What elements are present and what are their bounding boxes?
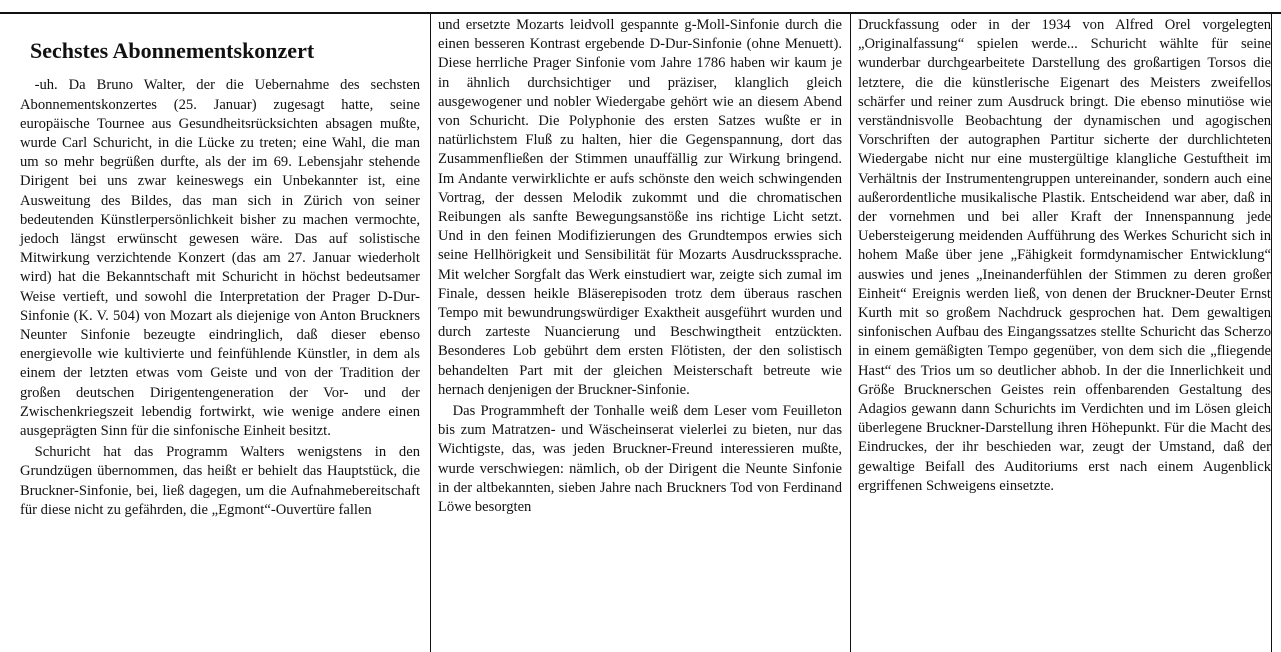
article-paragraph-1: -uh. Da Bruno Walter, der die Uebernahme des sechsten Abonnementskonzertes (25. Januar) zugesagt hatte, seine europäische Tournee aus Gesundheitsrücksichten absagen mußte, wurde Carl Schuricht, in die Lücke zu treten; eine Wahl, die man um so mehr begrüßen durfte, als der im 69. Lebensjahr stehende Dirigent bei uns zwar keineswegs ein Unbekannter ist, eine Ausweitung des Bildes, das man sich in Zürich von seiner bedeutenden Künstlerpersönlichkeit bisher zu machen vermochte, jedoch längst erwünscht gewesen wäre. Das auf solistische Mitwirkung verzichtende Konzert (das am 27. Januar wiederholt wird) hat die Bekanntschaft mit Schuricht in höchst bedeutsamer Weise vertieft, und sowohl die Interpretation der Prager D-Dur-Sinfonie (K. V. 504) von Mozart als diejenige von Anton Bruckners Neunter Sinfonie bezeugte eindringlich, daß dieser ebenso energievolle wie kultivierte und feinfühlende Künstler, in dem als einem der letzten etwas vom Geiste und von der Tradition der großen deutschen Dirigentengeneration der Vor- und der Zwischenkriegszeit lebendig fortwirkt, wie wenige andere einen ausgeprägten Sinn für die sinfonische Einheit besitzt. (20, 77, 420, 440)
article-paragraph-3: und ersetzte Mozarts leidvoll gespannte g-Moll-Sinfonie durch die einen besseren Kontrast ergebende D-Dur-Sinfonie (ohne Menuett). Diese herrliche Prager Sinfonie vom Jahre 1786 haben wir kaum je in ähnlich durchsichtiger und präziser, klanglich gleich ausgewogener und nobler Wiedergabe gehört wie an diesem Abend von Schuricht. Die Polyphonie des ersten Satzes wußte er in natürlichstem Fluß zu halten, hier die Gegenspannung, dort das Zusammenfließen der Stimmen unauffällig zur Wirkung bringend. Im Andante verwirklichte er aufs schönste den weich schwingenden Vortrag, der dessen Melodik zukommt und die chromatischen Reibungen als sanfte Bewegungsanstöße ins richtige Licht setzt. Und in den feinen Modifizierungen des Grundtempos erwies sich seine Hellhörigkeit und Sensibilität für Mozarts Ausdruckssprache. Mit welcher Sorgfalt das Werk einstudiert war, zeigte sich zumal im Finale, dessen heikle Bläserepisoden trotz dem überaus raschen Tempo mit bewundrungswürdiger Exaktheit ausgeführt wurden und durch zarteste Nuancierung und Beschwingtheit entzückten. Besonderes Lob gebührt dem ersten Flötisten, der den solistisch behandelten Part mit der gleichen Meisterschaft betreute wie hernach denjenigen der Bruckner-Sinfonie. (438, 17, 842, 398)
article-paragraph-2: Schuricht hat das Programm Walters wenigstens in den Grundzügen übernommen, das heißt er behielt das Hauptstück, die Bruckner-Sinfonie, bei, ließ dagegen, um die Aufnahmebereitschaft für diese nicht zu gefährden, die „Egmont“-Ouvertüre fallen (20, 444, 420, 518)
column-2 (430, 12, 850, 652)
column-1 (0, 12, 430, 652)
article-paragraph-4: Das Programmheft der Tonhalle weiß dem Leser vom Feuilleton bis zum Matratzen- und Wäscheinserat vielerlei zu bieten, nur das Wichtigste, das, was jeden Bruckner-Freund interessieren mußte, wurde verschwiegen: nämlich, ob der Dirigent die Neunte Sinfonie in der altbekannten, sieben Jahre nach Bruckners Tod von Ferdinand Löwe besorgten (438, 403, 842, 516)
article-headline: Sechstes Abonnementskonzert (30, 38, 315, 63)
article-paragraph-5: Druckfassung oder in der 1934 von Alfred Orel vorgelegten „Originalfassung“ spielen werde... Schuricht wählte für seine wunderbar durchgearbeitete Darstellung des großartigen Torsos die letztere, die die künstlerische Eigenart des Meisters zweifellos schärfer und reiner zum Ausdruck bringt. Die ebenso minutiöse wie verständnisvolle Beobachtung der dynamischen und agogischen Vorschriften der autographen Partitur sicherte der durchlichteten Wiedergabe nicht nur eine mustergültige klangliche Gestuftheit im Verhältnis der Instrumentengruppen untereinander, sondern auch eine außerordentliche musikalische Plastik. Entscheidend war aber, daß in der vornehmen und bei aller Kraft der Innenspannung jede Uebersteigerung meidenden Aufführung des Werkes Schuricht sich in hohem Maße über jene „Fähigkeit formdynamischer Entwicklung“ auswies und jenes „Ineinanderfühlen der Stimmen zu deren großer Einheit“ Ereignis werden ließ, von denen der Bruckner-Deuter Ernst Kurth mit so großem Nachdruck gesprochen hat. Dem gewaltigen sinfonischen Aufbau des Eingangssatzes stellte Schuricht das Scherzo in einem gemäßigten Tempo gegenüber, von dem sich die „fliegende Hast“ des Trios um so deutlicher abhob. In der die Innerlichkeit und Größe Brucknerschen Geistes rein offenbarenden Gestaltung des Adagios gewann dann Schurichts im Verdichten und im Lösen gleich überlegene Bruckner-Darstellung ihren Höhepunkt. Für die Macht des Eindruckes, der ihr beschieden war, zeugt der Umstand, daß der gewaltige Beifall des Auditoriums erst nach einem Augenblick ergriffenen Schweigens einsetzte. (858, 17, 1271, 494)
column-3 (850, 12, 1281, 652)
